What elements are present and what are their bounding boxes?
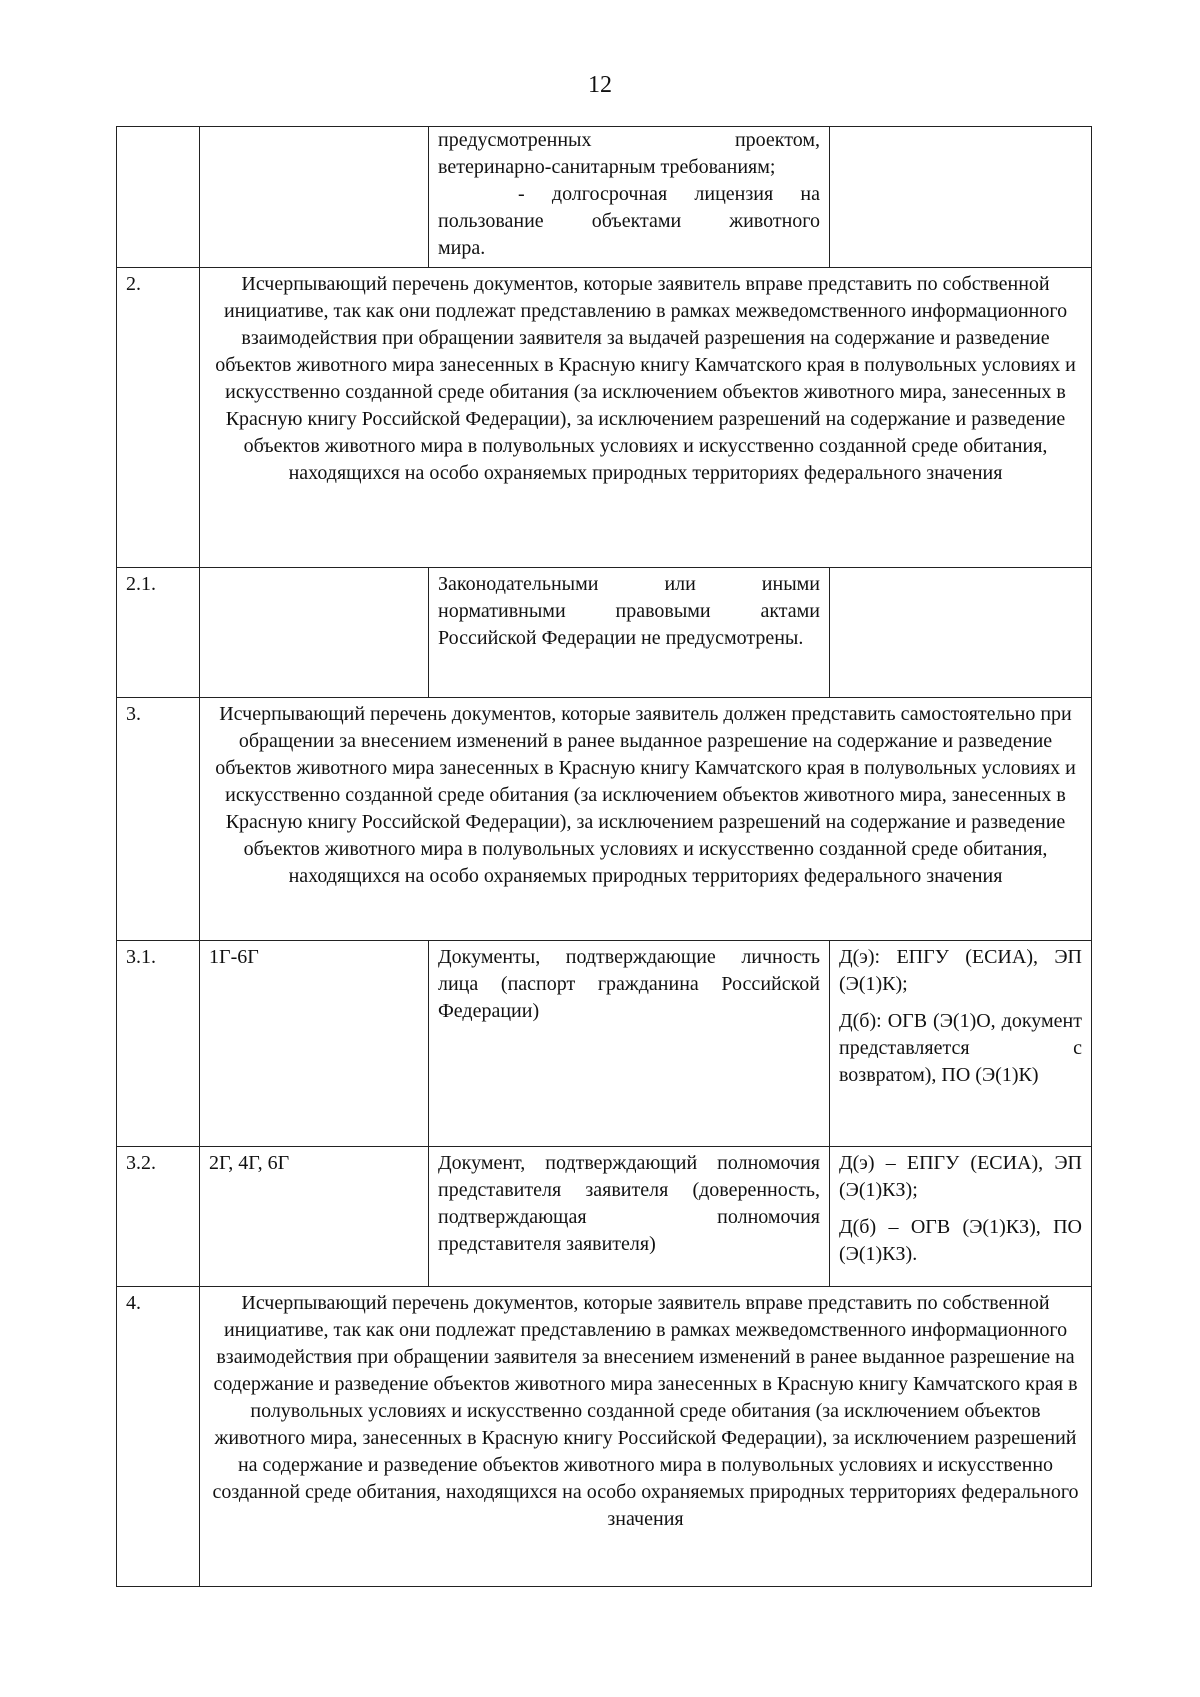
cell-method — [830, 941, 1092, 1147]
section-heading: Исчерпывающий перечень документов, которые заявитель вправе представить по собственной инициативе, так как они подлежат представлению в рамках межведомственного информационного взаимодействия при обращении заявителя за выдачей разрешения на содержание и разведение объектов животного мира занесенных в Красную книгу Камчатского края в полувольных условиях и искусственно созданной среде обитания (за исключением объектов животного мира, занесенных в Красную книгу Российской Федерации), за исключением разрешений на содержание и разведение объектов животного мира в полувольных условиях и искусственно созданной среде обитания, находящихся на особо охраняемых природных территориях федерального значения — [200, 268, 1092, 568]
text-line: пользование объектами животного — [438, 210, 820, 232]
section-heading: Исчерпывающий перечень документов, которые заявитель должен представить самостоятельно при обращении за внесением изменений в ранее выданное разрешение на содержание и разведение объектов животного мира занесенных в Красную книгу Камчатского края в полувольных условиях и искусственно созданной среде обитания (за исключением объектов животного мира, занесенных в Красную книгу Российской Федерации), за исключением разрешений на содержание и разведение объектов животного мира в полувольных условиях и искусственно созданной среде обитания, находящихся на особо охраняемых природных территориях федерального значения — [200, 698, 1092, 941]
cell-method — [830, 127, 1092, 268]
requirements-table — [116, 126, 1092, 1587]
method-paper: Д(б) – ОГВ (Э(1)КЗ), ПО (Э(1)КЗ). — [839, 1216, 1082, 1265]
table-row-4 — [117, 1287, 1092, 1587]
cell-num: 4. — [117, 1287, 200, 1587]
table-row-2 — [117, 268, 1092, 568]
text-line: мира. — [438, 237, 486, 259]
cell-text: Законодательными или иными нормативными правовыми актами Российской Федерации не предусмотрены. — [429, 568, 830, 698]
page-number: 12 — [588, 72, 612, 98]
table-row-2-1 — [117, 568, 1092, 698]
cell-code — [200, 568, 429, 698]
section-heading: Исчерпывающий перечень документов, которые заявитель вправе представить по собственной инициативе, так как они подлежат представлению в рамках межведомственного информационного взаимодействия при обращении заявителя за внесением изменений в ранее выданное разрешение на содержание и разведение объектов животного мира занесенных в Красную книгу Камчатского края в полувольных условиях и искусственно созданной среде обитания (за исключением объектов животного мира, занесенных в Красную книгу Российской Федерации), за исключением разрешений на содержание и разведение объектов животного мира в полувольных условиях и искусственно созданной среде обитания, находящихся на особо охраняемых природных территориях федерального значения — [200, 1287, 1092, 1587]
cell-num: 3.2. — [117, 1147, 200, 1287]
cell-num: 2.1. — [117, 568, 200, 698]
method-electronic: Д(э) – ЕПГУ (ЕСИА), ЭП (Э(1)КЗ); — [839, 1152, 1082, 1201]
cell-text: Документ, подтверждающий полномочия представителя заявителя (доверенность, подтверждающая полномочия представителя заявителя) — [429, 1147, 830, 1287]
table-row-3-2 — [117, 1147, 1092, 1287]
table-row-3-1 — [117, 941, 1092, 1147]
text-line: предусмотренных проектом, — [438, 129, 820, 151]
cell-code: 1Г-6Г — [200, 941, 429, 1147]
cell-method — [830, 1147, 1092, 1287]
text-line: ветеринарно-санитарным требованиям; — [438, 156, 776, 178]
cell-method — [830, 568, 1092, 698]
cell-code: 2Г, 4Г, 6Г — [200, 1147, 429, 1287]
cell-text: Документы, подтверждающие личность лица (паспорт гражданина Российской Федерации) — [429, 941, 830, 1147]
method-paper: Д(б): ОГВ (Э(1)О, документ представляется с возвратом), ПО (Э(1)К) — [839, 1010, 1082, 1086]
cell-num: 2. — [117, 268, 200, 568]
cell-text — [429, 127, 830, 268]
cell-num — [117, 127, 200, 268]
text-line: - долгосрочная лицензия на — [518, 183, 820, 205]
method-electronic: Д(э): ЕПГУ (ЕСИА), ЭП (Э(1)К); — [839, 946, 1082, 995]
table-row-continuation — [117, 127, 1092, 268]
cell-code — [200, 127, 429, 268]
cell-num: 3.1. — [117, 941, 200, 1147]
cell-num: 3. — [117, 698, 200, 941]
table-row-3 — [117, 698, 1092, 941]
